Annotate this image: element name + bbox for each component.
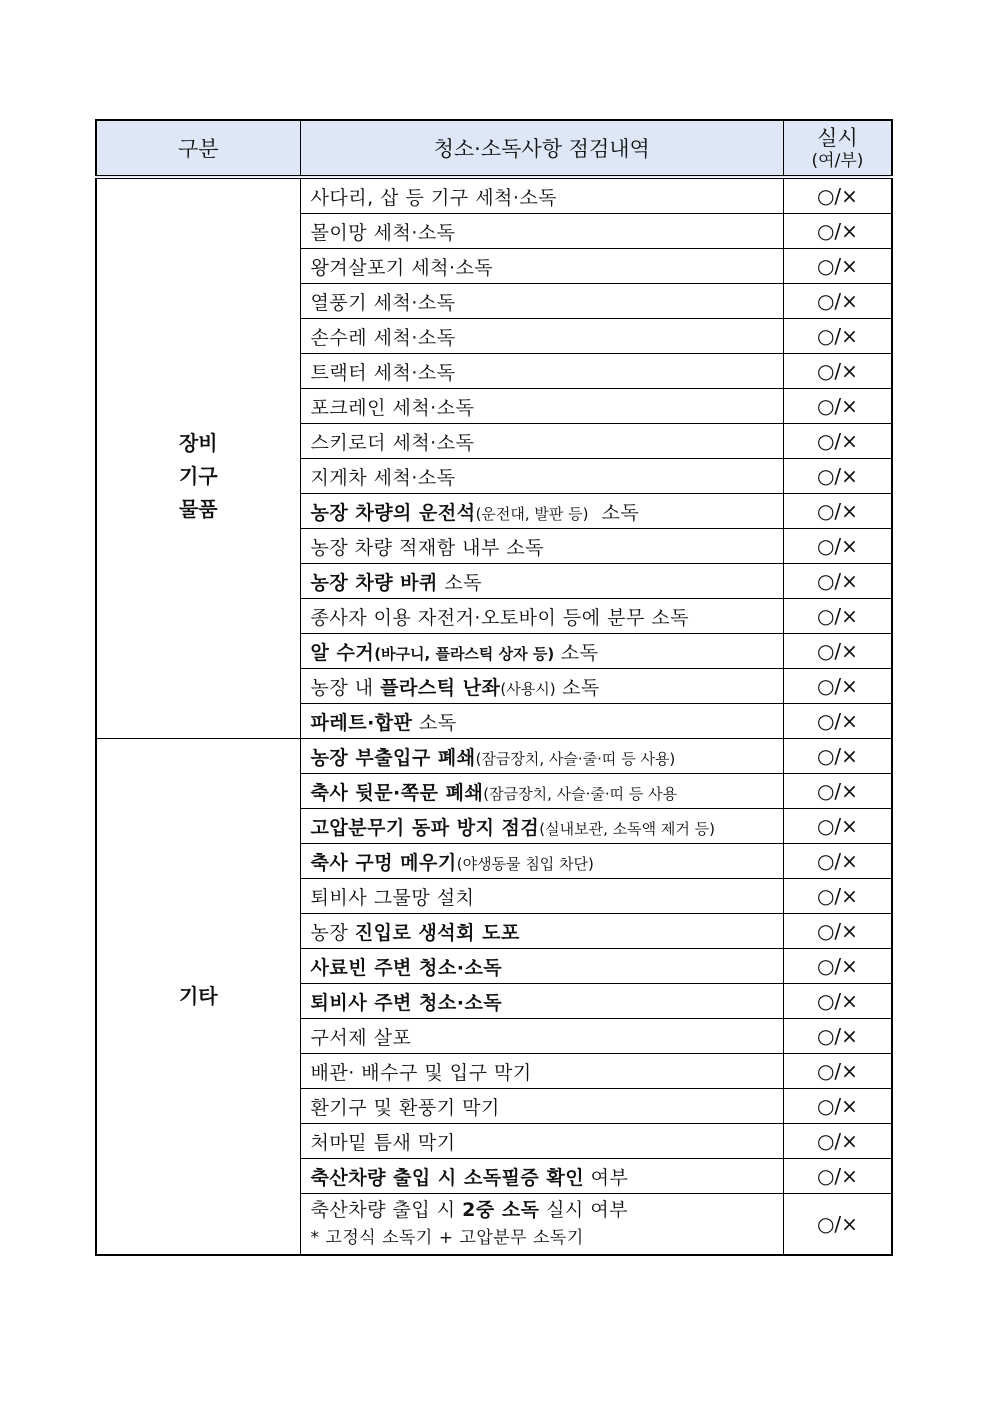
- header-done-label: 실시: [817, 126, 858, 150]
- done-checkbox[interactable]: [783, 704, 892, 739]
- yes-no-mark: ○/×: [816, 429, 858, 453]
- yes-no-mark: ○/×: [816, 289, 858, 313]
- emphasis-text: 진입로 생석회 도포: [354, 921, 520, 944]
- item-text-part: 농장 내: [310, 676, 381, 699]
- inspection-item-text: [311, 257, 494, 279]
- inspection-item-text: [311, 572, 483, 594]
- header-inspection-items: 청소·소독사항 점검내역: [300, 120, 783, 177]
- emphasis-text: 축산차량 출입 시 소독필증 확인: [310, 1166, 585, 1189]
- yes-no-mark: ○/×: [816, 709, 858, 733]
- emphasis-text: 퇴비사 주변 청소·소독: [310, 991, 503, 1014]
- inspection-item-text: [311, 747, 676, 769]
- emphasis-text: 축사 구멍 메우기: [310, 851, 457, 874]
- item-text-part: 손수레 세척·소독: [310, 326, 456, 349]
- inspection-item-text: [311, 1062, 532, 1084]
- emphasis-text: 농장 부출입구 폐쇄: [310, 746, 476, 769]
- inspection-item: [300, 1159, 783, 1194]
- item-text-part: 실시 여부: [539, 1199, 629, 1221]
- inspection-item: [300, 1019, 783, 1054]
- yes-no-mark: ○/×: [816, 849, 858, 873]
- item-text-part: 소독: [588, 501, 640, 524]
- checklist-table: [95, 119, 893, 1256]
- inspection-item: [300, 284, 783, 319]
- yes-no-mark: ○/×: [816, 604, 858, 628]
- yes-no-mark: ○/×: [816, 464, 858, 488]
- inspection-item-text: [311, 1199, 629, 1221]
- inspection-item: [300, 564, 783, 599]
- done-checkbox[interactable]: [783, 984, 892, 1019]
- done-checkbox[interactable]: [783, 424, 892, 459]
- item-text-part: 왕겨살포기 세척·소독: [310, 256, 494, 279]
- done-checkbox[interactable]: [783, 354, 892, 389]
- item-text-part: (운전대, 발판 등): [475, 504, 589, 523]
- inspection-item-text: [311, 887, 475, 909]
- category-label: 기구: [178, 464, 218, 488]
- inspection-item-text: [311, 1132, 456, 1154]
- inspection-item-text: [311, 607, 690, 629]
- done-checkbox[interactable]: [783, 844, 892, 879]
- category-label: 기타: [178, 984, 218, 1008]
- inspection-item: [300, 494, 783, 529]
- inspection-item: [300, 249, 783, 284]
- item-text-part: (잠금장치, 사슬·줄·띠 등 사용): [475, 749, 676, 768]
- emphasis-text: 사료빈 주변 청소·소독: [310, 956, 503, 979]
- emphasis-text: 플라스틱 난좌: [380, 676, 501, 699]
- inspection-item: [300, 984, 783, 1019]
- yes-no-mark: ○/×: [816, 639, 858, 663]
- inspection-item: [300, 739, 783, 774]
- inspection-item-text: [311, 782, 678, 804]
- item-text-part: 퇴비사 그물망 설치: [310, 886, 475, 909]
- header-category: 구분: [96, 120, 300, 177]
- inspection-item: [300, 949, 783, 984]
- done-checkbox[interactable]: [783, 774, 892, 809]
- done-checkbox[interactable]: [783, 739, 892, 774]
- yes-no-mark: ○/×: [816, 1059, 858, 1083]
- item-text-part: 축산차량 출입 시: [310, 1199, 463, 1221]
- inspection-item: [300, 1124, 783, 1159]
- inspection-item-text: [311, 992, 503, 1014]
- inspection-item: [300, 809, 783, 844]
- inspection-item: [300, 634, 783, 669]
- inspection-item: [300, 177, 783, 214]
- table-row: [96, 739, 892, 774]
- item-text-part: 소독: [412, 711, 457, 734]
- item-text-part: 환기구 및 환풍기 막기: [310, 1096, 500, 1119]
- item-text-part: 소독: [437, 571, 483, 594]
- done-checkbox[interactable]: [783, 1019, 892, 1054]
- done-checkbox[interactable]: [783, 564, 892, 599]
- inspection-item-text: [311, 817, 715, 839]
- done-checkbox[interactable]: [783, 249, 892, 284]
- inspection-item: [300, 1054, 783, 1089]
- done-checkbox[interactable]: [783, 177, 892, 214]
- yes-no-mark: ○/×: [816, 359, 858, 383]
- done-checkbox[interactable]: [783, 459, 892, 494]
- yes-no-mark: ○/×: [816, 254, 858, 278]
- done-checkbox[interactable]: [783, 1124, 892, 1159]
- inspection-item: [300, 459, 783, 494]
- done-checkbox[interactable]: [783, 634, 892, 669]
- yes-no-mark: ○/×: [816, 324, 858, 348]
- emphasis-text: 알 수거: [310, 641, 375, 664]
- item-text-part: 지게차 세척·소독: [310, 466, 456, 489]
- done-checkbox[interactable]: [783, 669, 892, 704]
- done-checkbox[interactable]: [783, 879, 892, 914]
- item-text-part: 포크레인 세척·소독: [310, 396, 475, 419]
- item-text-part: 배관· 배수구 및 입구 막기: [310, 1061, 532, 1084]
- item-text-part: 구서제 살포: [310, 1026, 412, 1049]
- item-text-part: (잠금장치, 사슬·줄·띠 등 사용: [483, 784, 678, 803]
- inspection-item-text: [311, 1167, 629, 1189]
- table-row: [96, 177, 892, 214]
- yes-no-mark: ○/×: [816, 184, 858, 208]
- done-checkbox[interactable]: [783, 284, 892, 319]
- inspection-item: [300, 389, 783, 424]
- item-text-part: 처마밑 틈새 막기: [310, 1131, 456, 1154]
- inspection-item-text: [311, 187, 558, 209]
- item-note: * 고정식 소독기 + 고압분무 소독기: [310, 1228, 584, 1248]
- inspection-item: [300, 599, 783, 634]
- done-checkbox[interactable]: [783, 214, 892, 249]
- inspection-item-text: [311, 467, 456, 489]
- inspection-item: [300, 424, 783, 459]
- item-text-part: 열풍기 세척·소독: [310, 291, 456, 314]
- done-checkbox[interactable]: [783, 319, 892, 354]
- emphasis-text: 2중 소독: [462, 1199, 540, 1221]
- inspection-item: [300, 879, 783, 914]
- inspection-item-text: [311, 327, 456, 349]
- inspection-item-text: [311, 852, 594, 874]
- yes-no-mark: ○/×: [816, 884, 858, 908]
- yes-no-mark: ○/×: [816, 954, 858, 978]
- inspection-item: [300, 704, 783, 739]
- inspection-item-text: [311, 537, 545, 559]
- inspection-item-text: [311, 362, 456, 384]
- category-cell: [96, 739, 300, 1256]
- item-text-part: 농장 차량 적재함 내부 소독: [310, 536, 545, 559]
- inspection-item: [300, 669, 783, 704]
- inspection-item: [300, 914, 783, 949]
- item-text-part: 종사자 이용 자전거·오토바이 등에 분무 소독: [310, 606, 690, 629]
- item-text-part: 스키로더 세척·소독: [310, 431, 475, 454]
- inspection-item: [300, 1089, 783, 1124]
- yes-no-mark: ○/×: [816, 499, 858, 523]
- yes-no-mark: ○/×: [816, 1212, 858, 1236]
- yes-no-mark: ○/×: [816, 1129, 858, 1153]
- yes-no-mark: ○/×: [816, 779, 858, 803]
- done-checkbox[interactable]: [783, 494, 892, 529]
- emphasis-text: 파레트·합판: [310, 711, 413, 734]
- item-text-part: 몰이망 세척·소독: [310, 221, 456, 244]
- inspection-item: [300, 844, 783, 879]
- done-checkbox[interactable]: [783, 914, 892, 949]
- done-checkbox[interactable]: [783, 529, 892, 564]
- inspection-item: [300, 1194, 783, 1256]
- item-text-part: 농장: [310, 921, 355, 944]
- item-text-part: (바구니, 플라스틱 상자 등): [374, 644, 555, 663]
- yes-no-mark: ○/×: [816, 1164, 858, 1188]
- inspection-item: [300, 774, 783, 809]
- category-label: 장비: [178, 431, 218, 455]
- yes-no-mark: ○/×: [816, 919, 858, 943]
- inspection-item-text: [311, 1027, 412, 1049]
- inspection-item: [300, 214, 783, 249]
- inspection-item-text: [311, 397, 475, 419]
- item-text-part: 트랙터 세척·소독: [310, 361, 456, 384]
- yes-no-mark: ○/×: [816, 989, 858, 1013]
- yes-no-mark: ○/×: [816, 534, 858, 558]
- done-checkbox[interactable]: [783, 1089, 892, 1124]
- done-checkbox[interactable]: [783, 1159, 892, 1194]
- emphasis-text: 축사 뒷문·쪽문 폐쇄: [310, 781, 484, 804]
- yes-no-mark: ○/×: [816, 219, 858, 243]
- done-checkbox[interactable]: [783, 1054, 892, 1089]
- yes-no-mark: ○/×: [816, 1094, 858, 1118]
- done-checkbox[interactable]: [783, 949, 892, 984]
- item-text-part: 사다리, 삽 등 기구 세척·소독: [310, 186, 558, 209]
- inspection-item-text: [311, 957, 503, 979]
- inspection-item: [300, 354, 783, 389]
- item-text-part: 소독: [555, 676, 600, 699]
- inspection-item: [300, 529, 783, 564]
- header-row: [96, 120, 892, 177]
- inspection-item-text: [311, 642, 599, 664]
- inspection-item: [300, 319, 783, 354]
- done-checkbox[interactable]: [783, 389, 892, 424]
- yes-no-mark: ○/×: [816, 814, 858, 838]
- header-done: [783, 120, 892, 177]
- yes-no-mark: ○/×: [816, 1024, 858, 1048]
- item-text-part: (야생동물 침입 차단): [456, 854, 594, 873]
- item-text-part: 여부: [584, 1166, 629, 1189]
- yes-no-mark: ○/×: [816, 394, 858, 418]
- yes-no-mark: ○/×: [816, 744, 858, 768]
- yes-no-mark: ○/×: [816, 674, 858, 698]
- inspection-item-text: [311, 712, 457, 734]
- done-checkbox[interactable]: [783, 599, 892, 634]
- inspection-item-text: [311, 502, 640, 524]
- item-text-part: (실내보관, 소독액 제거 등): [539, 819, 715, 838]
- done-checkbox[interactable]: [783, 1194, 892, 1256]
- checklist-body: [96, 177, 892, 1255]
- category-cell: [96, 177, 300, 739]
- yes-no-mark: ○/×: [816, 569, 858, 593]
- inspection-item-text: [311, 222, 456, 244]
- inspection-item-text: [311, 432, 475, 454]
- inspection-item-text: [311, 677, 600, 699]
- emphasis-text: 고압분무기 동파 방지 점검: [310, 816, 540, 839]
- inspection-item-text: [311, 1097, 500, 1119]
- header-done-sub: (여/부): [811, 151, 864, 171]
- item-text-part: (사용시): [500, 679, 556, 698]
- inspection-item-text: [311, 292, 456, 314]
- category-label: 물품: [178, 497, 218, 521]
- emphasis-text: 농장 차량 바퀴: [310, 571, 438, 594]
- emphasis-text: 농장 차량의 운전석: [310, 501, 476, 524]
- item-text-part: 소독: [554, 641, 599, 664]
- inspection-item-text: [311, 922, 520, 944]
- done-checkbox[interactable]: [783, 809, 892, 844]
